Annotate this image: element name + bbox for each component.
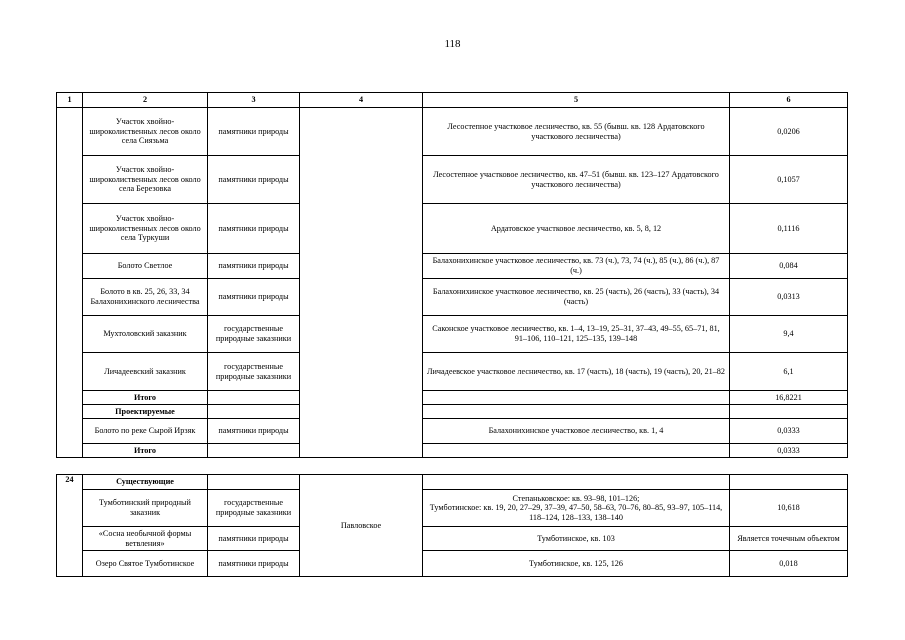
area-cell: 9,4 [730,316,848,353]
location-cell [423,490,730,527]
category-cell: памятники природы [208,279,300,316]
category-cell: памятники природы [208,108,300,156]
location-cell: Тумботинское, кв. 103 [423,527,730,551]
total-row [57,391,848,405]
nature-areas-table [56,92,848,458]
header-cell: 5 [423,93,730,108]
area-cell: 10,618 [730,490,848,527]
category-cell: памятники природы [208,254,300,279]
table-row [57,108,848,156]
area-cell: 0,1057 [730,156,848,204]
section-header-row [57,475,848,490]
table-row [57,490,848,527]
location-line: Степаньковское: кв. 93–98, 101–126; [512,493,640,503]
header-cell: 4 [300,93,423,108]
category-cell: памятники природы [208,156,300,204]
district-cell-empty [300,108,423,458]
area-cell: 0,0313 [730,279,848,316]
name-cell: «Сосна необычной формы ветвления» [83,527,208,551]
category-cell: государственные природные заказники [208,353,300,391]
area-cell: 6,1 [730,353,848,391]
name-cell: Болото Светлое [83,254,208,279]
location-cell: Балахонихинское участковое лесничество, кв. 25 (часть), 26 (часть), 33 (часть), 34 (часть) [423,279,730,316]
header-cell: 2 [83,93,208,108]
table-row [57,316,848,353]
header-cell: 3 [208,93,300,108]
name-cell: Участок хвойно-широколиственных лесов около села Сиязьма [83,108,208,156]
table-row [57,419,848,444]
location-cell: Саконское участковое лесничество, кв. 1–4, 13–19, 25–31, 37–43, 49–55, 65–71, 81, 91–106, 110–121, 125–135, 139–148 [423,316,730,353]
location-cell: Балахонихинское участковое лесничество, кв. 1, 4 [423,419,730,444]
name-cell: Болото в кв. 25, 26, 33, 34 Балахонихинского лесничества [83,279,208,316]
category-cell: памятники природы [208,204,300,254]
total-area: 16,8221 [730,391,848,405]
area-cell: 0,0333 [730,419,848,444]
category-cell: памятники природы [208,419,300,444]
category-cell: государственные природные заказники [208,316,300,353]
table-row [57,527,848,551]
total-area: 0,0333 [730,444,848,458]
location-cell: Лесостепное участковое лесничество, кв. 47–51 (бывш. кв. 123–127 Ардатовского участкового лесничества) [423,156,730,204]
total-label: Итого [83,391,208,405]
location-line: Тумботинское: кв. 19, 20, 27–29, 37–39, 47–50, 58–63, 70–76, 80–85, 93–97, 105–114, 118–124, 128–133, 138–140 [429,503,723,522]
category-cell: памятники природы [208,527,300,551]
header-cell: 1 [57,93,83,108]
category-cell: памятники природы [208,551,300,577]
total-row [57,444,848,458]
section-number: 24 [57,475,83,577]
header-row [57,93,848,108]
table-row [57,551,848,577]
area-cell: 0,0206 [730,108,848,156]
area-cell: 0,1116 [730,204,848,254]
name-cell: Участок хвойно-широколиственных лесов около села Туркуши [83,204,208,254]
nature-areas-table-section-24 [56,474,848,577]
table-row [57,254,848,279]
name-cell: Мухтоловский заказник [83,316,208,353]
location-cell: Тумботинское, кв. 125, 126 [423,551,730,577]
name-cell: Тумботинский природный заказник [83,490,208,527]
number-cell-empty [57,108,83,458]
category-cell: государственные природные заказники [208,490,300,527]
table-row [57,204,848,254]
header-cell: 6 [730,93,848,108]
total-label: Итого [83,444,208,458]
area-cell: Является точечным объектом [730,527,848,551]
subsection-row [57,405,848,419]
subsection-label: Проектируемые [83,405,208,419]
location-cell: Ардатовское участковое лесничество, кв. 5, 8, 12 [423,204,730,254]
location-cell: Балахонихинское участковое лесничество, кв. 73 (ч.), 73, 74 (ч.), 85 (ч.), 86 (ч.), 87 (ч.) [423,254,730,279]
name-cell: Участок хвойно-широколиственных лесов около села Березовка [83,156,208,204]
page-number: 118 [444,38,461,50]
table-row [57,156,848,204]
district-cell: Павловское [300,475,423,577]
location-cell: Личадеевское участковое лесничество, кв. 17 (часть), 18 (часть), 19 (часть), 20, 21–82 [423,353,730,391]
area-cell: 0,084 [730,254,848,279]
section-label: Существующие [83,475,208,490]
area-cell: 0,018 [730,551,848,577]
name-cell: Озеро Святое Тумботинское [83,551,208,577]
table-row [57,353,848,391]
name-cell: Личадеевский заказник [83,353,208,391]
name-cell: Болото по реке Сырой Ирзяк [83,419,208,444]
location-cell: Лесостепное участковое лесничество, кв. 55 (бывш. кв. 128 Ардатовского участкового лесничества) [423,108,730,156]
table-row [57,279,848,316]
